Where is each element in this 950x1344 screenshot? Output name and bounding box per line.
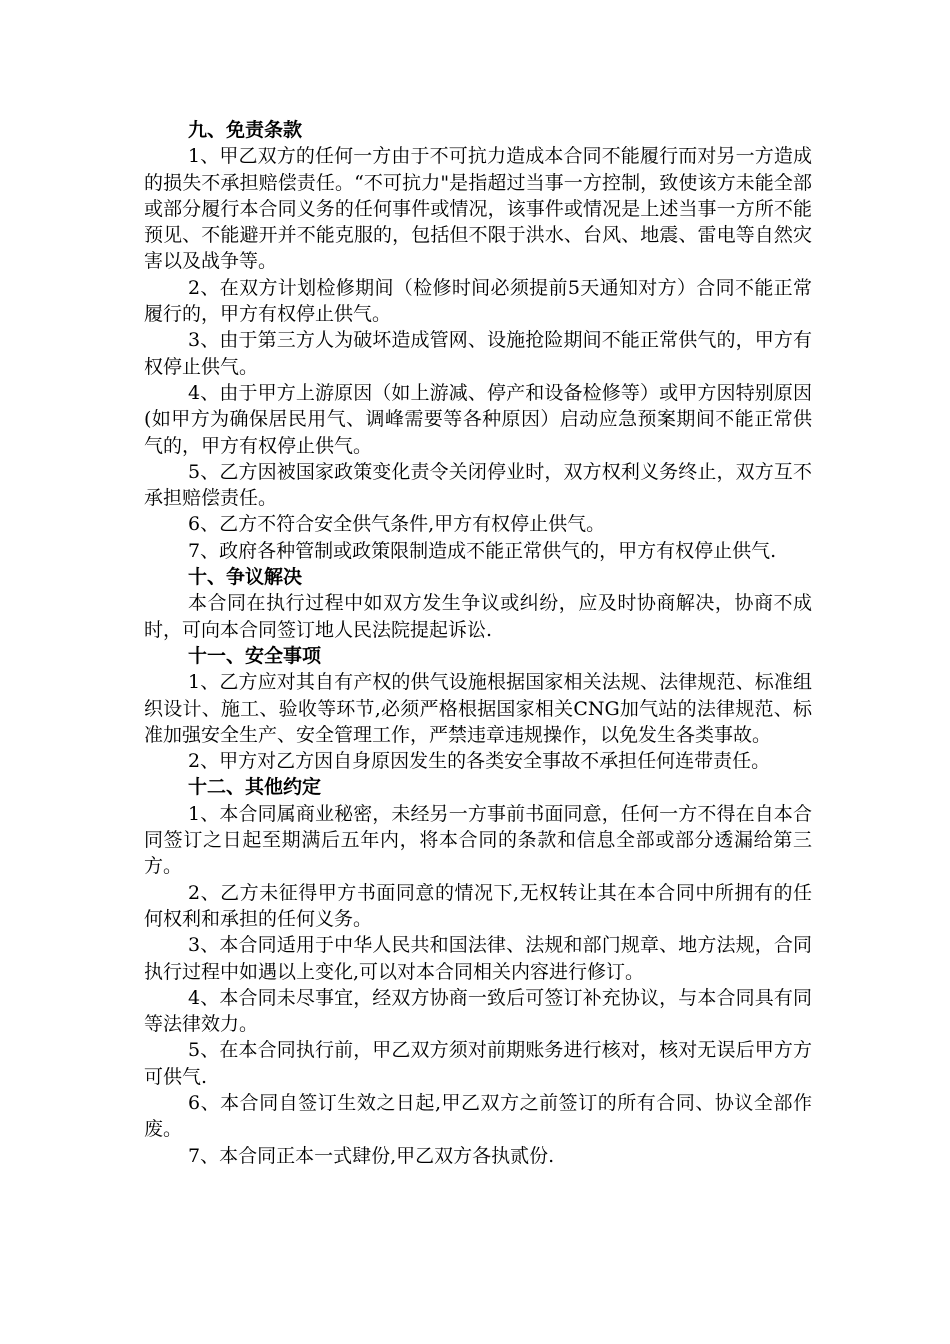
paragraph: 2、乙方未征得甲方书面同意的情况下,无权转让其在本合同中所拥有的任何权利和承担的任何义务。: [144, 881, 812, 930]
section-exemption: [144, 117, 812, 564]
section-heading: 十二、其他约定: [188, 776, 322, 799]
section-other-terms: [144, 774, 812, 1168]
paragraph: 6、乙方不符合安全供气条件,甲方有权停止供气。: [188, 513, 606, 536]
paragraph: 6、本合同自签订生效之日起,甲乙双方之前签订的所有合同、协议全部作废。: [144, 1091, 812, 1141]
paragraph: 1、本合同属商业秘密，未经另一方事前书面同意，任何一方不得在自本合同签订之日起至期满后五年内，将本合同的条款和信息全部或部分透漏给第三方。: [144, 802, 812, 878]
paragraph: 3、本合同适用于中华人民共和国法律、法规和部门规章、地方法规，合同执行过程中如遇以上变化,可以对本合同相关内容进行修订。: [144, 934, 812, 983]
section-dispute-resolution: [144, 564, 812, 643]
section-safety: [144, 643, 812, 774]
section-heading: 十一、安全事项: [188, 644, 322, 667]
paragraph: 7、政府各种管制或政策限制造成不能正常供气的，甲方有权停止供气.: [188, 539, 777, 562]
paragraph: 本合同在执行过程中如双方发生争议或纠纷，应及时协商解决，协商不成时，可向本合同签订地人民法院提起诉讼.: [144, 592, 812, 641]
document-body: [144, 117, 812, 1169]
paragraph: 1、甲乙双方的任何一方由于不可抗力造成本合同不能履行而对另一方造成的损失不承担赔偿责任。“不可抗力"是指超过当事一方控制，致使该方未能全部或部分履行本合同义务的任何事件或情况，该事件或情况是上述当事一方所不能预见、不能避开并不能克服的，包括但不限于洪水、台风、地震、雷电等自然灾害以及战争等。: [144, 145, 812, 273]
paragraph: 5、乙方因被国家政策变化责令关闭停业时，双方权利义务终止，双方互不承担赔偿责任。: [144, 460, 812, 510]
paragraph: 1、乙方应对其自有产权的供气设施根据国家相关法规、法律规范、标准组织设计、施工、验收等环节,必须严格根据国家相关CNG加气站的法律规范、标准加强安全生产、安全管理工作，严禁违章违规操作，以免发生各类事故。: [144, 671, 812, 746]
paragraph: 3、由于第三方人为破坏造成管网、设施抢险期间不能正常供气的，甲方有权停止供气。: [144, 329, 812, 378]
paragraph: 4、本合同未尽事宜，经双方协商一致后可签订补充协议，与本合同具有同等法律效力。: [144, 986, 812, 1036]
section-heading: 九、免责条款: [188, 119, 303, 141]
paragraph: 2、在双方计划检修期间（检修时间必须提前5天通知对方）合同不能正常履行的，甲方有权停止供气。: [144, 276, 812, 326]
paragraph: 7、本合同正本一式肆份,甲乙双方各执贰份.: [188, 1144, 555, 1167]
section-heading: 十、争议解决: [188, 566, 303, 589]
paragraph: 2、甲方对乙方因自身原因发生的各类安全事故不承担任何连带责任。: [188, 750, 771, 773]
paragraph: 4、由于甲方上游原因（如上游减、停产和设备检修等）或甲方因特别原因(如甲方为确保居民用气、调峰需要等各种原因）启动应急预案期间不能正常供气的，甲方有权停止供气。: [144, 381, 812, 457]
paragraph: 5、在本合同执行前，甲乙双方须对前期账务进行核对，核对无误后甲方方可供气.: [144, 1039, 812, 1088]
